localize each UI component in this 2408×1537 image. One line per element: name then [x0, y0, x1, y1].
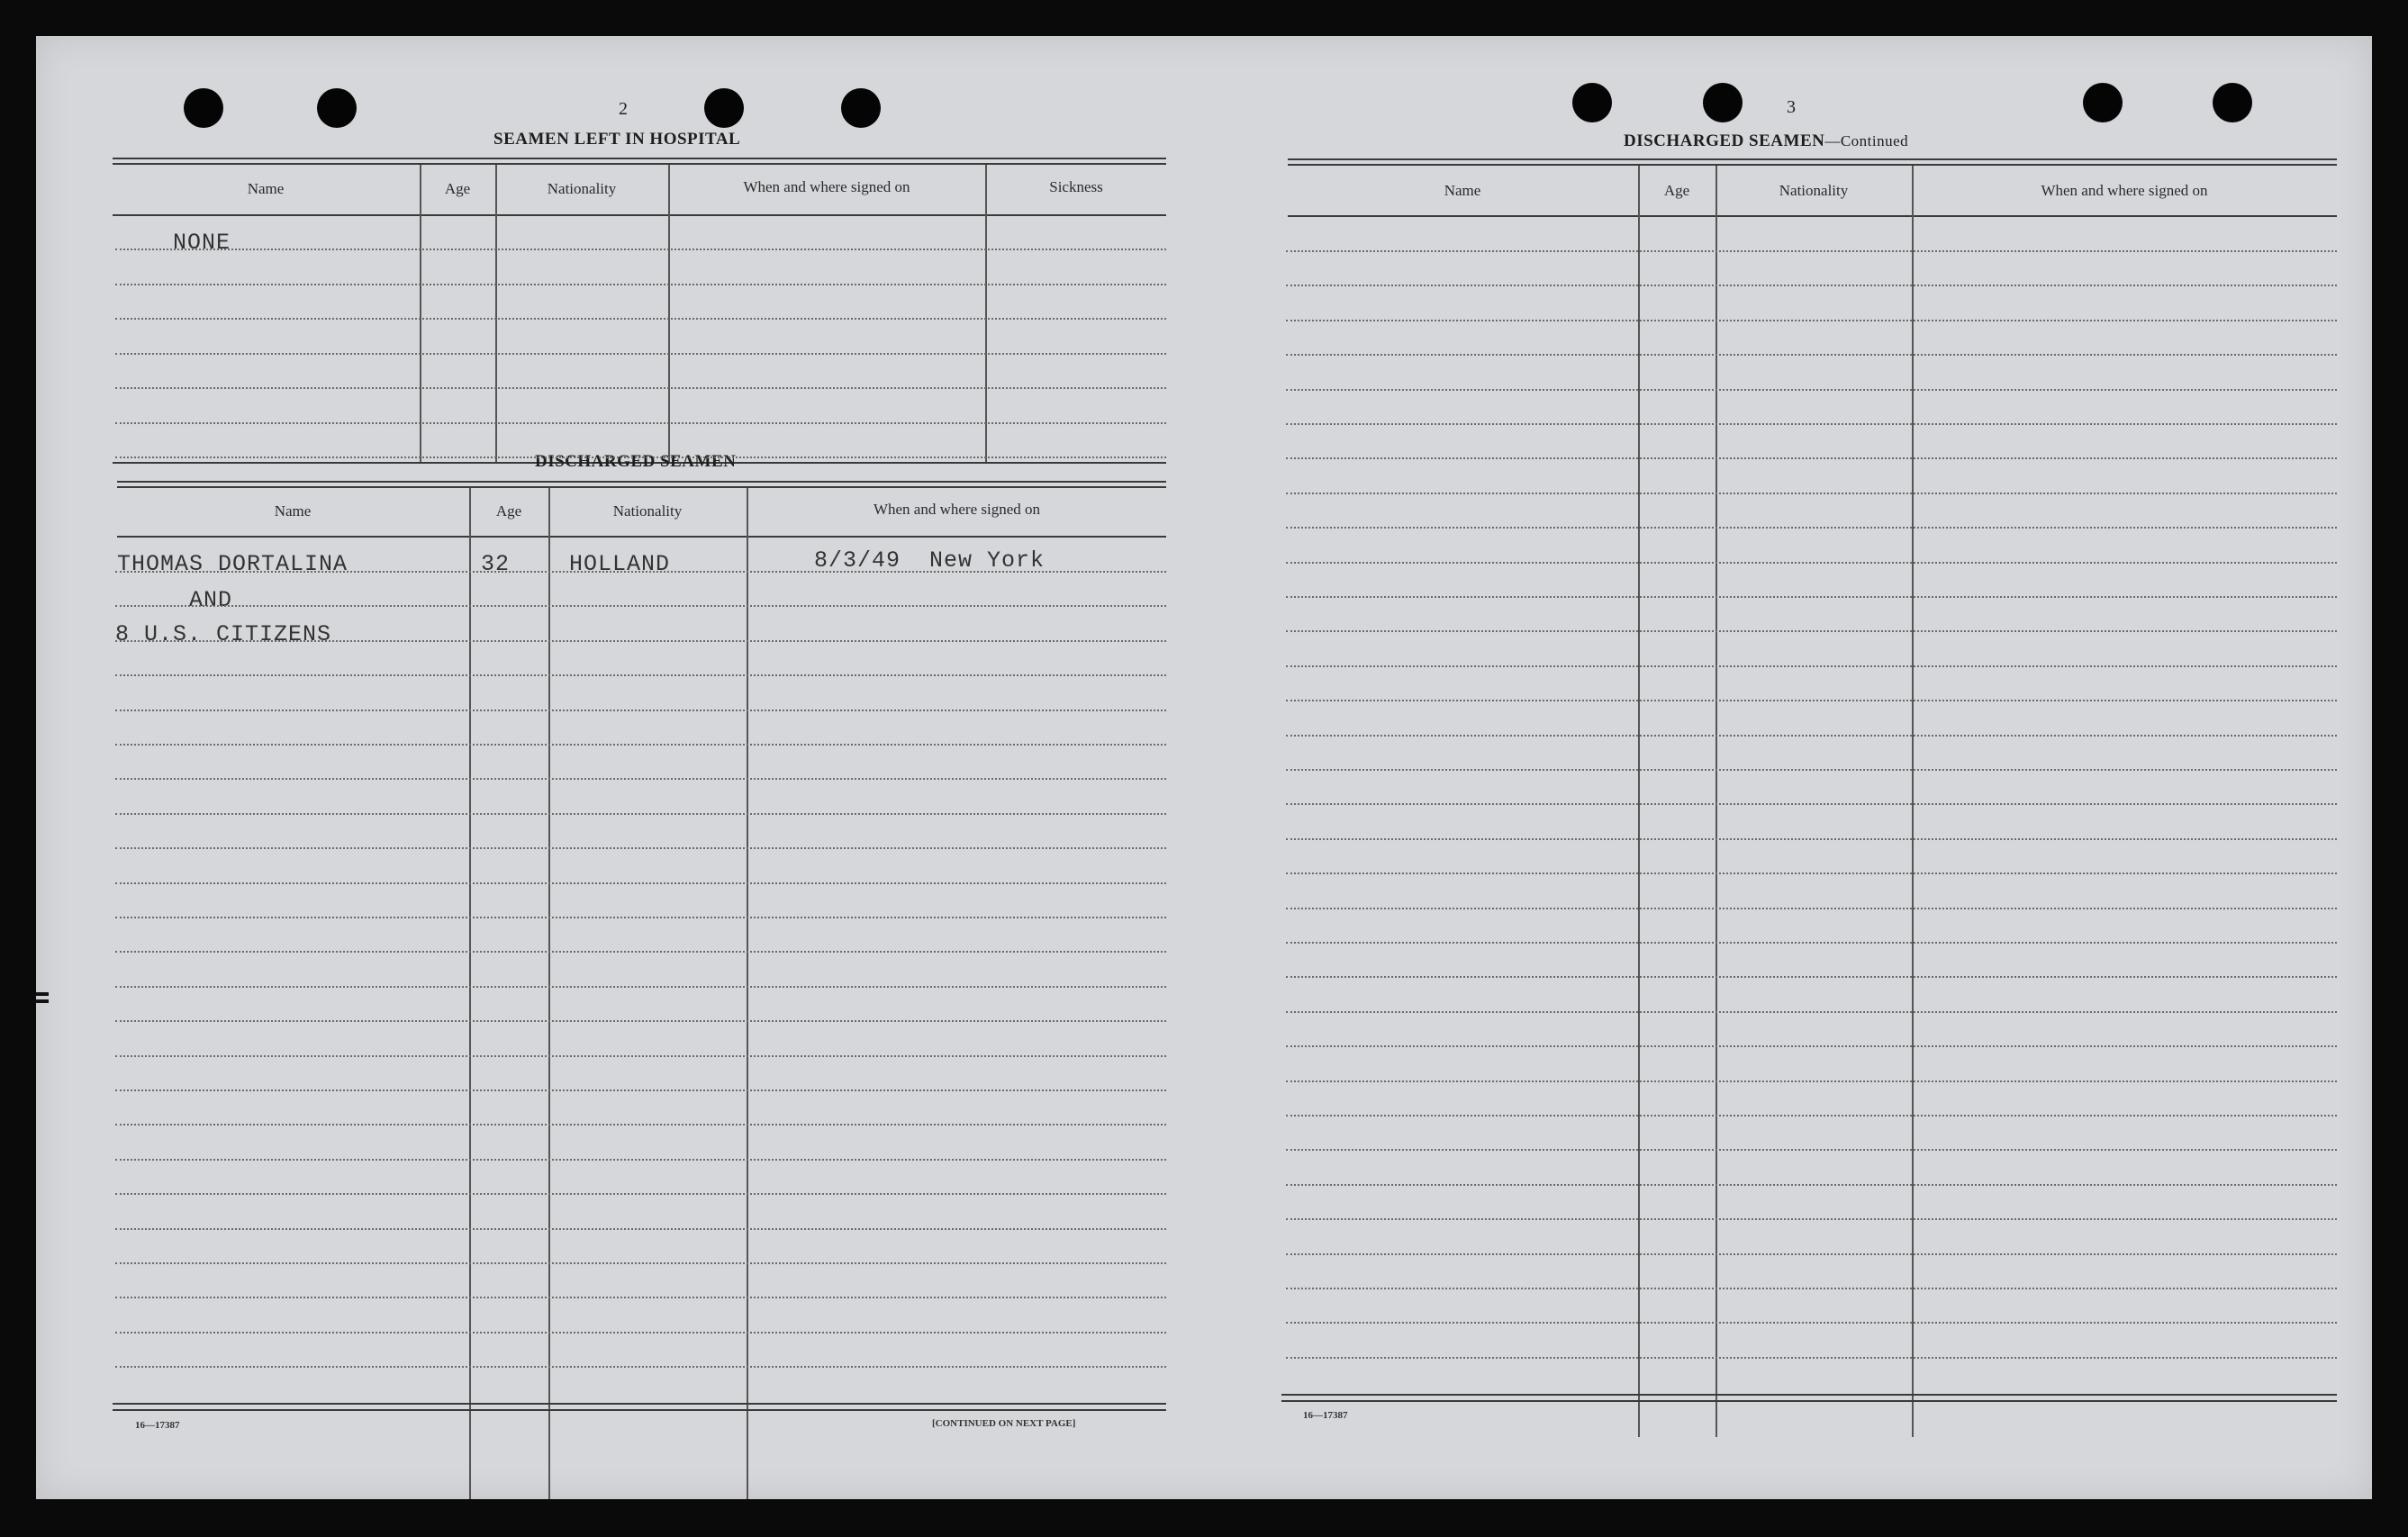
ruled-row-line — [115, 1262, 1166, 1264]
discharged-col-nationality: Nationality — [612, 502, 683, 520]
ruled-row-line — [1286, 872, 2337, 874]
right-col-signed-on: When and where signed on — [2041, 182, 2208, 199]
ruled-row-line — [115, 605, 1166, 607]
rule — [113, 163, 1166, 165]
ruled-row-line — [1286, 320, 2337, 321]
punch-hole — [2213, 83, 2252, 122]
right-col-age: Age — [1663, 182, 1690, 199]
ruled-row-line — [115, 1159, 1166, 1161]
right-section-title-suffix: —Continued — [1824, 132, 1909, 149]
rule — [113, 214, 1166, 216]
ruled-row-line — [115, 249, 1166, 250]
ruled-row-line — [1286, 1357, 2337, 1359]
right-form-number: 16—17387 — [1303, 1410, 1348, 1421]
left-page-number: 2 — [619, 99, 628, 119]
ruled-row-line — [1286, 1288, 2337, 1289]
hospital-col-nationality: Nationality — [547, 180, 617, 197]
ruled-row-line — [115, 917, 1166, 918]
punch-hole — [704, 88, 744, 128]
ruled-row-line — [1286, 735, 2337, 737]
ruled-row-line — [115, 951, 1166, 953]
ruled-row-line — [1286, 596, 2337, 598]
continued-note: [CONTINUED ON NEXT PAGE] — [932, 1418, 1076, 1429]
discharged-row-name: AND — [189, 587, 233, 613]
ruled-row-line — [115, 284, 1166, 285]
ruled-row-line — [1286, 838, 2337, 840]
ruled-row-line — [1286, 1080, 2337, 1082]
ruled-row-line — [1286, 389, 2337, 391]
rule — [1288, 164, 2337, 166]
ruled-row-line — [1286, 285, 2337, 286]
ruled-row-line — [1286, 1011, 2337, 1013]
ruled-row-line — [115, 640, 1166, 642]
ruled-row-line — [1286, 457, 2337, 459]
right-col-name: Name — [1444, 182, 1481, 199]
ruled-row-line — [115, 387, 1166, 389]
rule — [117, 486, 1166, 488]
ruled-row-line — [115, 1228, 1166, 1230]
right-section-title-text: DISCHARGED SEAMEN — [1624, 131, 1825, 150]
ruled-row-line — [115, 744, 1166, 746]
discharged-col-name: Name — [274, 502, 312, 520]
ruled-row-line — [115, 986, 1166, 988]
punch-hole — [1572, 83, 1612, 122]
ruled-row-line — [115, 1332, 1166, 1334]
col-divider — [420, 165, 421, 464]
ruled-row-line — [115, 674, 1166, 676]
punch-hole — [1703, 83, 1743, 122]
ruled-row-line — [1286, 527, 2337, 529]
ruled-row-line — [1286, 423, 2337, 425]
ruled-row-line — [115, 353, 1166, 355]
ruled-row-line — [115, 457, 1166, 458]
ruled-row-line — [115, 813, 1166, 815]
ruled-row-line — [115, 1089, 1166, 1091]
ruled-row-line — [1286, 665, 2337, 667]
ruled-row-line — [115, 710, 1166, 711]
rule — [117, 536, 1166, 538]
discharged-row-nationality: HOLLAND — [569, 551, 671, 577]
hospital-entry-name: NONE — [173, 230, 231, 256]
rule — [1281, 1400, 2337, 1402]
hospital-col-age: Age — [444, 180, 471, 197]
ruled-row-line — [115, 422, 1166, 424]
hospital-col-signed-on: When and where signed on — [743, 178, 910, 195]
hospital-col-name: Name — [247, 180, 285, 197]
ruled-row-line — [1286, 250, 2337, 252]
ruled-row-line — [1286, 1045, 2337, 1047]
ruled-row-line — [1286, 630, 2337, 632]
ruled-row-line — [115, 318, 1166, 320]
col-divider — [1912, 166, 1914, 1437]
rule — [113, 158, 1166, 159]
ruled-row-line — [1286, 908, 2337, 909]
rule — [1281, 1394, 2337, 1396]
discharged-row-name: THOMAS DORTALINA — [117, 551, 349, 577]
ruled-row-line — [1286, 942, 2337, 944]
hospital-col-sickness: Sickness — [1049, 178, 1103, 195]
ruled-row-line — [1286, 1218, 2337, 1220]
col-divider — [668, 165, 670, 464]
ruled-row-line — [115, 1124, 1166, 1126]
ruled-row-line — [115, 778, 1166, 780]
ruled-row-line — [115, 1020, 1166, 1022]
rule — [113, 1403, 1166, 1405]
discharged-row-name: 8 U.S. CITIZENS — [115, 621, 332, 647]
rule — [1288, 158, 2337, 160]
col-divider — [495, 165, 497, 464]
punch-hole — [317, 88, 357, 128]
discharged-col-signed-on: When and where signed on — [873, 501, 1041, 518]
col-divider — [1638, 166, 1640, 1437]
left-form-number: 16—17387 — [135, 1420, 180, 1431]
rule — [113, 1409, 1166, 1411]
discharged-row-signed-on: 8/3/49 New York — [814, 547, 1046, 574]
right-col-nationality: Nationality — [1779, 182, 1849, 199]
edge-mark — [36, 992, 49, 996]
ruled-row-line — [1286, 1115, 2337, 1117]
rule — [1288, 215, 2337, 217]
right-page-number: 3 — [1787, 97, 1796, 117]
ruled-row-line — [1286, 1149, 2337, 1151]
ruled-row-line — [115, 1193, 1166, 1195]
punch-hole — [841, 88, 881, 128]
punch-hole — [184, 88, 223, 128]
ruled-row-line — [115, 571, 1166, 573]
ruled-row-line — [1286, 976, 2337, 978]
discharged-section-title: DISCHARGED SEAMEN — [535, 452, 737, 471]
right-section-title — [1624, 131, 1908, 151]
ruled-row-line — [115, 882, 1166, 884]
rule — [117, 481, 1166, 483]
col-divider — [985, 165, 987, 464]
ruled-row-line — [115, 1366, 1166, 1368]
ruled-row-line — [1286, 354, 2337, 356]
discharged-row-age: 32 — [481, 551, 511, 577]
ruled-row-line — [115, 1055, 1166, 1057]
hospital-section-title: SEAMEN LEFT IN HOSPITAL — [493, 130, 741, 149]
ruled-row-line — [115, 847, 1166, 849]
punch-hole — [2083, 83, 2123, 122]
ruled-row-line — [1286, 1322, 2337, 1324]
ruled-row-line — [1286, 493, 2337, 494]
ruled-row-line — [1286, 769, 2337, 771]
ruled-row-line — [1286, 562, 2337, 564]
manifest-sheet — [36, 36, 2372, 1499]
ruled-row-line — [1286, 700, 2337, 701]
ruled-row-line — [1286, 1253, 2337, 1255]
col-divider — [1715, 166, 1717, 1437]
ruled-row-line — [115, 1297, 1166, 1298]
ruled-row-line — [1286, 1184, 2337, 1186]
discharged-col-age: Age — [495, 502, 522, 520]
ruled-row-line — [1286, 803, 2337, 805]
edge-mark — [36, 999, 49, 1003]
